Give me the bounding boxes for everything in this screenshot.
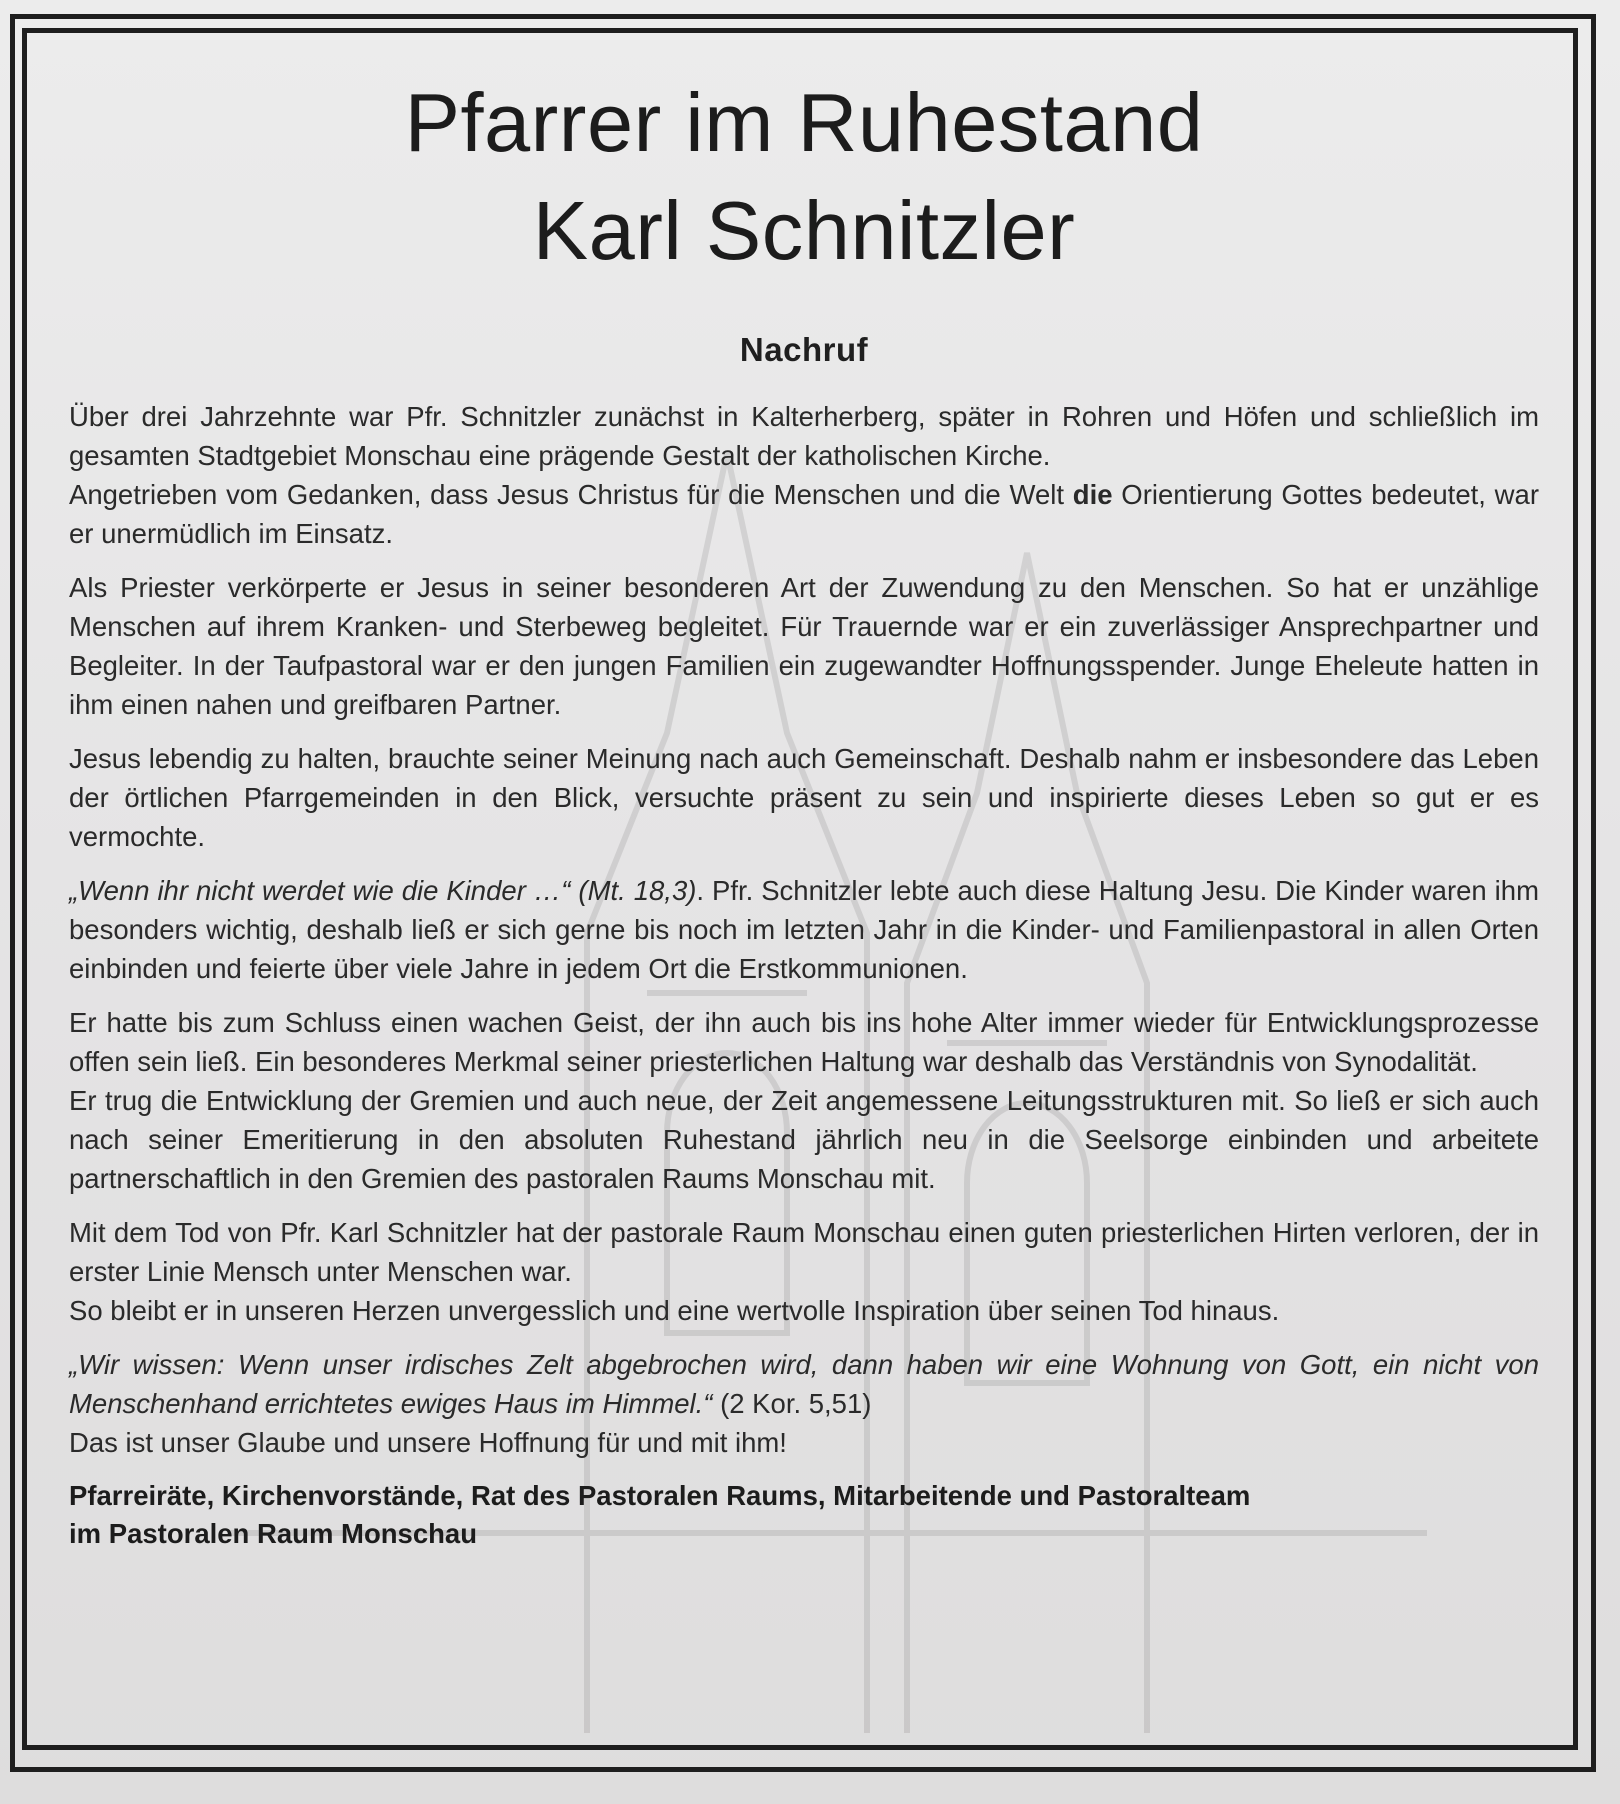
subtitle: Nachruf [739, 331, 869, 368]
bible-quote-matthew: „Wenn ihr nicht werdet wie die Kinder …“ (Mt. 18,3) [69, 875, 697, 906]
signoff-line-2: im Pastoralen Raum Monschau [69, 1518, 478, 1549]
paragraph-2-end: Orientierung Gottes bedeutet, war er unermüdlich im Einsatz. [69, 479, 1539, 549]
paragraph-8: Mit dem Tod von Pfr. Karl Schnitzler hat der pastorale Raum Monschau einen guten priesterlichen Hirten verloren, der in erster Linie Mensch unter Menschen war. [69, 1217, 1539, 1287]
notice-content [69, 69, 1539, 1553]
paragraph-1: Über drei Jahrzehnte war Pfr. Schnitzler zunächst in Kalterherberg, später in Rohren und Höfen und schließlich im gesamten Stadtgebiet Monschau eine prägende Gestalt der katholischen Kirche. [69, 401, 1539, 471]
paragraph-6: Er hatte bis zum Schluss einen wachen Geist, der ihn auch bis ins hohe Alter immer wieder für Entwicklungsprozesse offen sein ließ. Ein besonderes Merkmal seiner priesterlichen Haltung war deshalb das Verständnis von Synodalität. [69, 1007, 1539, 1077]
paragraph-11: Das ist unser Glaube und unsere Hoffnung für und mit ihm! [69, 1427, 787, 1458]
page-title [69, 69, 1539, 285]
title-line-2: Karl Schnitzler [532, 184, 1076, 277]
paragraph-3: Als Priester verkörperte er Jesus in seiner besonderen Art der Zuwendung zu den Menschen. So hat er unzählige Menschen auf ihrem Kranken- und Sterbeweg begleitet. Für Trauernde war er ein zuverlässiger Ansprechpartner und Begleiter. In der Taufpastoral war er den jungen Familien ein zugewandter Hoffnungsspender. Junge Eheleute hatten in ihm einen nahen und greifbaren Partner. [69, 572, 1539, 720]
signoff [69, 1477, 1539, 1553]
paragraph-2-start: Angetrieben vom Gedanken, dass Jesus Christus für die Menschen und die Welt [69, 479, 1073, 510]
signoff-line-1: Pfarreiräte, Kirchenvorstände, Rat des Pastoralen Raums, Mitarbeitende und Pastoralteam [69, 1480, 1251, 1511]
paragraph-7: Er trug die Entwicklung der Gremien und auch neue, der Zeit angemessene Leitungsstrukturen mit. So ließ er sich auch nach seiner Emeritierung in den absoluten Ruhestand jährlich neu in die Seelsorge einbinden und arbeitete partnerschaftlich in den Gremien des pastoralen Raums Monschau mit. [69, 1085, 1539, 1194]
bible-reference: (2 Kor. 5,51) [712, 1388, 872, 1419]
paragraph-5 [69, 871, 1539, 988]
paragraph-5-rest: . Pfr. Schnitzler lebte auch diese Haltung Jesu. Die Kinder waren ihm besonders wichtig, deshalb ließ er sich gerne bis noch im letzten Jahr in die Kinder- und Familienpastoral in allen Orten einbinden und feierte über viele Jahre in jedem Ort die Erstkommunionen. [69, 875, 1539, 984]
bible-quote-corinthians: „Wir wissen: Wenn unser irdisches Zelt abgebrochen wird, dann haben wir eine Wohnung von Gott, ein nicht von Menschenhand errichtetes ewiges Haus im Himmel.“ [69, 1349, 1539, 1419]
paragraph-4: Jesus lebendig zu halten, brauchte seiner Meinung nach auch Gemeinschaft. Deshalb nahm er insbesondere das Leben der örtlichen Pfarrgemeinden in den Blick, versuchte präsent zu sein und inspirierte dieses Leben so gut er es vermochte. [69, 743, 1539, 852]
paragraph-9: So bleibt er in unseren Herzen unvergesslich und eine wertvolle Inspiration über seinen Tod hinaus. [69, 1295, 1280, 1326]
paragraph-2-emphasis: die [1072, 479, 1113, 510]
paragraph-10 [69, 1345, 1539, 1423]
inner-border [22, 28, 1578, 1750]
title-line-1: Pfarrer im Ruhestand [404, 76, 1204, 169]
paragraph-2 [69, 475, 1539, 553]
